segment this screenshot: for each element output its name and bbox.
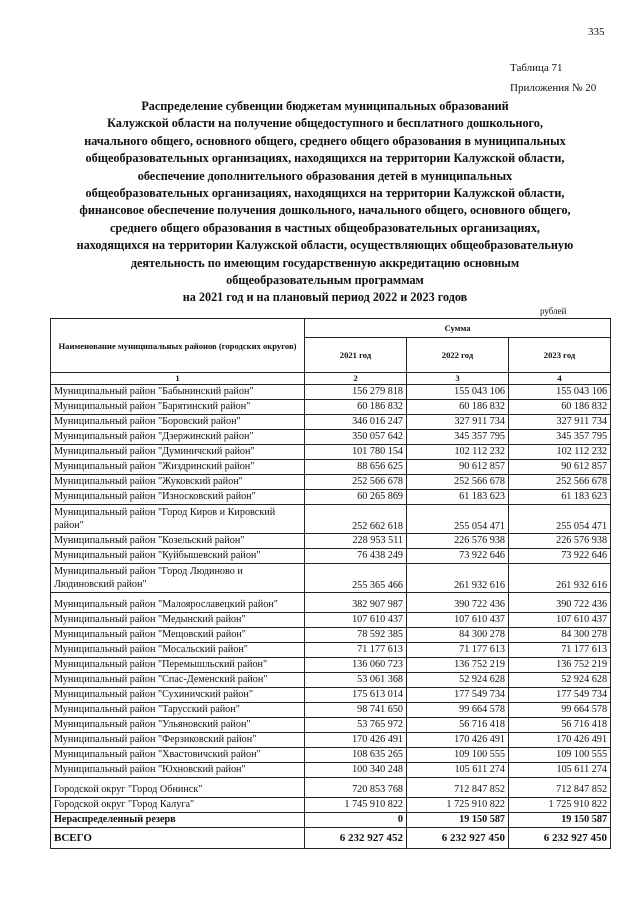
amount-2021: 53 061 368 [305,673,407,688]
amount-2021: 0 [305,813,407,828]
municipality-name: Муниципальный район "Думиничский район" [51,445,305,460]
title-line: находящихся на территории Калужской области, осуществляющих общеобразовательную [76,238,574,253]
amount-2022: 105 611 274 [407,763,509,778]
amount-2021: 255 365 466 [305,564,407,593]
table-row [51,643,611,658]
amount-2022: 136 752 219 [407,658,509,673]
municipality-name: Городской округ "Город Калуга" [51,798,305,813]
municipality-name: Муниципальный район "Город Киров и Кировский район" [51,505,305,534]
table-row [51,385,611,400]
appendix-label: Приложения № 20 [510,82,597,94]
amount-2023: 71 177 613 [509,643,611,658]
amount-2022: 170 426 491 [407,733,509,748]
header-sum-column: Сумма [305,319,611,338]
municipality-name: Муниципальный район "Юхновский район" [51,763,305,778]
amount-2022: 60 186 832 [407,400,509,415]
municipality-name: Муниципальный район "Мещовский район" [51,628,305,643]
table-row [51,688,611,703]
amount-2023: 73 922 646 [509,549,611,564]
municipality-name: Муниципальный район "Город Людиново и Людиновский район" [51,564,305,593]
title-line: деятельность по имеющим государственную аккредитацию основным [130,255,520,270]
amount-2022: 61 183 623 [407,490,509,505]
amount-2023: 99 664 578 [509,703,611,718]
amount-2021: 71 177 613 [305,643,407,658]
table-row [51,460,611,475]
amount-2023: 84 300 278 [509,628,611,643]
amount-2021: 136 060 723 [305,658,407,673]
document-title [50,98,600,307]
amount-2022: 226 576 938 [407,534,509,549]
table-row [51,813,611,828]
table-row [51,549,611,564]
municipality-name: Муниципальный район "Бабынинский район" [51,385,305,400]
municipality-name: Городской округ "Город Обнинск" [51,778,305,798]
amount-2021: 156 279 818 [305,385,407,400]
table-body [51,385,611,828]
amount-2022: 90 612 857 [407,460,509,475]
table-row [51,733,611,748]
amount-2022: 52 924 628 [407,673,509,688]
table-row [51,798,611,813]
amount-2022: 255 054 471 [407,505,509,534]
amount-2022: 712 847 852 [407,778,509,798]
table-row [51,658,611,673]
amount-2021: 252 566 678 [305,475,407,490]
amount-2023: 107 610 437 [509,613,611,628]
total-label: ВСЕГО [51,828,305,849]
table-row [51,628,611,643]
amount-2021: 100 340 248 [305,763,407,778]
column-number: 4 [509,373,611,385]
table-row [51,593,611,613]
amount-2021: 346 016 247 [305,415,407,430]
column-number: 2 [305,373,407,385]
amount-2023: 255 054 471 [509,505,611,534]
municipality-name: Муниципальный район "Мосальский район" [51,643,305,658]
amount-2023: 19 150 587 [509,813,611,828]
table-row [51,703,611,718]
municipality-name: Муниципальный район "Спас-Деменский район" [51,673,305,688]
municipality-name: Муниципальный район "Боровский район" [51,415,305,430]
title-line: общеобразовательных организациях, находящихся на территории Калужской области, [85,151,565,166]
amount-2021: 60 186 832 [305,400,407,415]
table-row [51,475,611,490]
amount-2023: 155 043 106 [509,385,611,400]
amount-2022: 252 566 678 [407,475,509,490]
table-row [51,534,611,549]
municipality-name: Муниципальный район "Барятинский район" [51,400,305,415]
amount-2022: 345 357 795 [407,430,509,445]
amount-2023: 61 183 623 [509,490,611,505]
municipality-name: Муниципальный район "Козельский район" [51,534,305,549]
amount-2023: 52 924 628 [509,673,611,688]
amount-2022: 71 177 613 [407,643,509,658]
amount-2022: 102 112 232 [407,445,509,460]
table-row [51,763,611,778]
amount-2023: 252 566 678 [509,475,611,490]
title-line: обеспечение дополнительного образования детей в муниципальных [137,168,513,183]
amount-2022: 84 300 278 [407,628,509,643]
amount-2023: 345 357 795 [509,430,611,445]
amount-2022: 1 725 910 822 [407,798,509,813]
subsidy-table [50,318,611,849]
amount-2023: 390 722 436 [509,593,611,613]
amount-2021: 101 780 154 [305,445,407,460]
column-number: 1 [51,373,305,385]
amount-2023: 327 911 734 [509,415,611,430]
amount-2022: 261 932 616 [407,564,509,593]
amount-2021: 60 265 869 [305,490,407,505]
municipality-name: Муниципальный район "Малоярославецкий район" [51,593,305,613]
header-year-2022: 2022 год [407,338,509,373]
municipality-name: Муниципальный район "Жиздринский район" [51,460,305,475]
amount-2023: 90 612 857 [509,460,611,475]
table-row [51,505,611,534]
title-line: общеобразовательных организациях, находящихся на территории Калужской области, [85,186,565,201]
total-2021: 6 232 927 452 [305,828,407,849]
amount-2021: 88 656 625 [305,460,407,475]
amount-2022: 155 043 106 [407,385,509,400]
table-row [51,748,611,763]
table-row [51,778,611,798]
municipality-name: Муниципальный район "Износковский район" [51,490,305,505]
municipality-name: Муниципальный район "Дзержинский район" [51,430,305,445]
amount-2023: 170 426 491 [509,733,611,748]
municipality-name: Муниципальный район "Перемышльский район" [51,658,305,673]
title-line: среднего общего образования в частных общеобразовательных организациях, [110,220,540,235]
amount-2021: 76 438 249 [305,549,407,564]
municipality-name: Муниципальный район "Ульяновский район" [51,718,305,733]
amount-2022: 109 100 555 [407,748,509,763]
header-name-column: Наименование муниципальных районов (городских округов) [51,319,305,373]
total-2022: 6 232 927 450 [407,828,509,849]
title-line: на 2021 год и на плановый период 2022 и 2023 годов [182,290,468,305]
amount-2023: 109 100 555 [509,748,611,763]
amount-2021: 350 057 642 [305,430,407,445]
units-label: рублей [540,306,567,316]
amount-2023: 102 112 232 [509,445,611,460]
table-row [51,415,611,430]
amount-2022: 19 150 587 [407,813,509,828]
table-row [51,673,611,688]
amount-2021: 720 853 768 [305,778,407,798]
amount-2021: 107 610 437 [305,613,407,628]
municipality-name: Муниципальный район "Тарусский район" [51,703,305,718]
header-year-2021: 2021 год [305,338,407,373]
amount-2022: 73 922 646 [407,549,509,564]
amount-2021: 228 953 511 [305,534,407,549]
amount-2021: 98 741 650 [305,703,407,718]
amount-2021: 175 613 014 [305,688,407,703]
amount-2023: 56 716 418 [509,718,611,733]
title-line: финансовое обеспечение получения дошкольного, начального общего, основного общего, [79,203,571,218]
table-row [51,718,611,733]
amount-2021: 53 765 972 [305,718,407,733]
amount-2023: 712 847 852 [509,778,611,798]
amount-2023: 177 549 734 [509,688,611,703]
amount-2021: 1 745 910 822 [305,798,407,813]
municipality-name: Муниципальный район "Сухиничский район" [51,688,305,703]
amount-2022: 99 664 578 [407,703,509,718]
column-number: 3 [407,373,509,385]
table-row [51,564,611,593]
municipality-name: Муниципальный район "Жуковский район" [51,475,305,490]
amount-2022: 177 549 734 [407,688,509,703]
amount-2022: 56 716 418 [407,718,509,733]
header-year-2023: 2023 год [509,338,611,373]
page-number: 335 [588,26,605,38]
table-row [51,490,611,505]
table-row [51,445,611,460]
amount-2023: 261 932 616 [509,564,611,593]
title-line: начального общего, основного общего, среднего общего образования в муниципальных [84,133,566,148]
total-2023: 6 232 927 450 [509,828,611,849]
municipality-name: Нераспределенный резерв [51,813,305,828]
amount-2021: 78 592 385 [305,628,407,643]
amount-2021: 170 426 491 [305,733,407,748]
amount-2023: 1 725 910 822 [509,798,611,813]
total-row [51,828,611,849]
table-row [51,400,611,415]
municipality-name: Муниципальный район "Ферзиковский район" [51,733,305,748]
amount-2023: 60 186 832 [509,400,611,415]
amount-2023: 136 752 219 [509,658,611,673]
title-line: Распределение субвенции бюджетам муниципальных образований [141,99,509,113]
table-row [51,430,611,445]
title-line: Калужской области на получение общедоступного и бесплатного дошкольного, [107,116,543,131]
municipality-name: Муниципальный район "Куйбышевский район" [51,549,305,564]
table-label: Таблица 71 [510,62,563,74]
amount-2021: 252 662 618 [305,505,407,534]
municipality-name: Муниципальный район "Медынский район" [51,613,305,628]
amount-2022: 327 911 734 [407,415,509,430]
amount-2023: 226 576 938 [509,534,611,549]
amount-2021: 108 635 265 [305,748,407,763]
table-row [51,613,611,628]
municipality-name: Муниципальный район "Хвастовичский район" [51,748,305,763]
amount-2022: 107 610 437 [407,613,509,628]
amount-2021: 382 907 987 [305,593,407,613]
amount-2023: 105 611 274 [509,763,611,778]
amount-2022: 390 722 436 [407,593,509,613]
title-line: общеобразовательным программам [226,273,424,288]
